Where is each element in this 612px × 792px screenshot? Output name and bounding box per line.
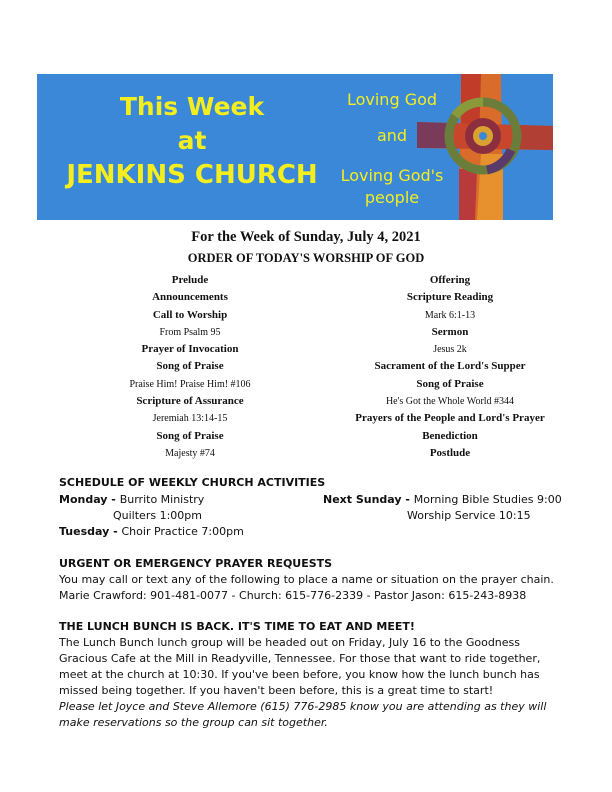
lunch-bunch-line-3: meet at the church at 10:30. If you've been before, you know how the lunch bunch has [59,668,540,681]
monday-label: Monday - [59,493,120,506]
lunch-bunch-note-line-1: Please let Joyce and Steve Allemore (615) 776-2985 know you are attending as they will [59,700,547,713]
next-sunday-label: Next Sunday - [323,493,414,506]
order-right-item-detail: Jesus 2k [433,344,467,356]
header-banner [37,74,553,220]
order-right-item-detail: He's Got the Whole World #344 [385,396,515,408]
celtic-cross-icon [417,74,553,220]
lunch-bunch-line-4: missed being together. If you haven't been before, this is a great time to start! [59,684,494,697]
banner-title-line2: at [177,126,207,155]
order-of-worship-right-column [330,272,570,462]
lunch-bunch-note-line-2: make reservations so the group can sit together. [59,716,328,729]
prayer-requests-text: You may call or text any of the following to place a name or situation on the prayer chain. [59,573,554,586]
order-left-item-detail: Majesty #74 [165,447,215,459]
order-left-item-detail: From Psalm 95 [159,326,221,338]
schedule-next-sunday [323,493,562,506]
lunch-bunch-line-1: The Lunch Bunch lunch group will be headed out on Friday, July 16 to the Goodness [59,636,521,649]
order-right-item-title: Scripture Reading [406,291,494,304]
prayer-requests-heading: URGENT OR EMERGENCY PRAYER REQUESTS [59,557,333,570]
order-left-item-title: Prelude [171,274,209,286]
order-of-worship-left-column [95,272,285,462]
schedule-monday [59,493,204,506]
order-left-item-title: Prayer of Invocation [141,343,239,356]
order-right-item-detail: Mark 6:1-13 [424,309,476,321]
order-left-item-title: Song of Praise [156,360,224,373]
banner-tagline-line1: Loving God [346,90,438,109]
tuesday-item: Choir Practice 7:00pm [121,525,244,538]
schedule-heading: SCHEDULE OF WEEKLY CHURCH ACTIVITIES [59,476,326,489]
lunch-bunch-line-2: Gracious Cafe at the Mill in Readyville, Tennessee. For those that want to ride together, [59,652,541,665]
lunch-bunch-heading: THE LUNCH BUNCH IS BACK. IT'S TIME TO EAT AND MEET! [59,620,415,633]
banner-tagline-line2: and [376,126,408,145]
week-heading: For the Week of Sunday, July 4, 2021 [191,229,421,245]
order-right-item-title: Sermon [431,325,469,338]
order-right-item-title: Prayers of the People and Lord's Prayer [355,412,545,425]
order-left-item-title: Song of Praise [156,429,224,442]
monday-item-1: Burrito Ministry [119,493,205,506]
order-of-worship-heading: ORDER OF TODAY'S WORSHIP OF GOD [187,251,425,265]
order-left-item-title: Announcements [152,291,228,304]
next-sunday-item-2: Worship Service 10:15 [407,509,531,522]
banner-tagline-line3: Loving God's [340,166,444,185]
order-right-item-title: Sacrament of the Lord's Supper [374,360,526,373]
schedule-tuesday [59,525,244,538]
banner-title-line1: This Week [119,92,265,121]
order-left-item-detail: Jeremiah 13:14-15 [152,413,228,425]
prayer-contacts: Marie Crawford: 901-481-0077 - Church: 615-776-2339 - Pastor Jason: 615-243-8938 [59,589,527,602]
next-sunday-item-1: Morning Bible Studies 9:00 [413,493,562,506]
banner-tagline-line4: people [364,188,420,207]
order-right-item-title: Benediction [422,429,478,442]
order-left-item-title: Call to Worship [152,308,228,321]
tuesday-label: Tuesday - [59,525,122,538]
order-right-item-title: Song of Praise [416,377,484,390]
banner-title-line3: JENKINS CHURCH [66,160,318,190]
monday-item-2: Quilters 1:00pm [113,509,202,522]
order-left-item-title: Scripture of Assurance [136,395,244,408]
order-right-item-title: Postlude [429,446,471,459]
order-left-item-detail: Praise Him! Praise Him! #106 [129,378,251,390]
order-right-item-title: Offering [429,274,471,286]
